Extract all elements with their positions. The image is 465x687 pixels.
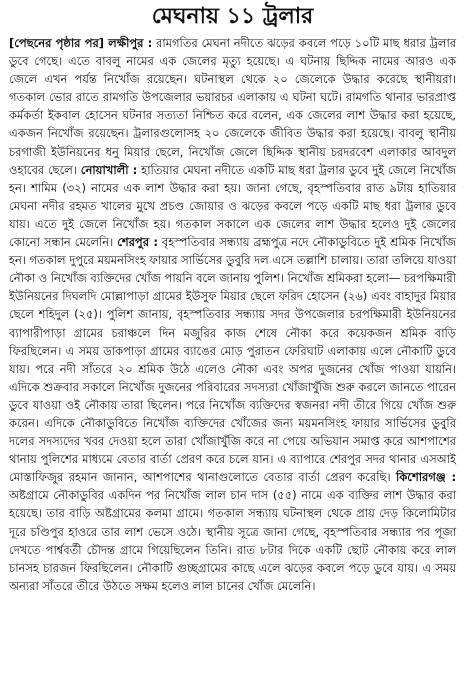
dateline-kishoreganj: কিশোরগঞ্জ : [395, 470, 456, 485]
dateline-lakshmipur: [পেছনের পৃষ্ঠার পর] লক্ষীপুর : [9, 36, 153, 50]
dateline-noakhali: নোয়াখালী : [80, 162, 138, 177]
paragraph-sherpur: বৃহস্পতিবার সন্ধ্যায় ব্রহ্মপুত্র নদে নৌকাডুবিতে দুই শ্রমিক নিখোঁজ হন। গতকাল দুপুরে ময়মনসিংহ ফায়ার সার্ভিসের ডুবুরি দল এসে তল্লাশি চালায়। তারা তলিয়ে যাওয়া নৌকা ও নিখোঁজ ব্যক্তিদের খোঁজ পায়নি বলে জানায় পুলিশ। নিখোঁজ শ্রমিকরা হলো— চরপক্ষিমারী ইউনিয়নের দিঘলদি মোল্লাপাড়া গ্রামের ইউসুফ মিয়ার ছেলে ফরিদ হোসেন (২৬) এবং বাহাদুর মিয়ার ছেলে শহিদুল (২৫)। পুলিশ জানায়, বৃহস্পতিবার সন্ধ্যায় সদর উপজেলার চরপক্ষিমারী ইউনিয়নের ব্যাপারীপাড়া গ্রামের চরাঞ্চলে দিন মজুরির কাজ শেষে নৌকা করে কয়েকজন শ্রমিক বাড়ি ফিরছিলেন। এ সময় ডাকপাড়া গ্রামের ব্যাঙের মোড় পুরাতন ফেরিঘাট এলাকায় এলে নৌকাটি ডুবে যায়। পরে নদী সাঁতরে ২০ শ্রমিক উঠে এলেও নৌকা এবং অপর দুজনের খোঁজ পাওয়া যায়নি। এদিকে শুক্রবার সকালে নিখোঁজ দুজনের পরিবারের সদস্যরা খোঁজাখুঁজি শুরু করলে জানতে পারেন ডুবে যাওয়া ওই নৌকায় তারা ছিলেন। পরে নিখোঁজ ব্যক্তিদের স্বজনরা নদী তীরে গিয়ে খোঁজ শুরু করেন। এদিকে নৌকাডুবিতে নিখোঁজ ব্যক্তিদের খোঁজের জন্য ময়মনসিংহ ফায়ার সার্ভিসের ডুবুরি দলের সদস্যদের খবর দেওয়া হলে তারা খোঁজাখুঁজি করে না পেয়ে অভিযান সমাপ্ত করে আশপাশের থানায় পুলিশের মাধ্যমে বেতার বার্তা প্রেরণ করে চলে যান। এ ব্যাপারে শেরপুর সদর থানার এসআই মোস্তাফিজুর রহমান জানান, আশপাশের থানাগুলোতে বেতার বার্তা প্রেরণ করেছি। [9, 235, 456, 485]
paragraph-kishoreganj: অষ্টগ্রামে নৌকাডুবির একদিন পর নিখোঁজ লাল চান দাস (৫৫) নামে এক ব্যক্তির লাশ উদ্ধার করা হয়েছে। তার বাড়ি অষ্টগ্রামের কলমা গ্রামে। গতকাল সন্ধ্যায় ঘটনাস্থল থেকে প্রায় দেড় কিলোমিটার দূরে চণ্ডিপুর হাওরে তার লাশ ভেসে ওঠে। স্থানীয় সূত্রে জানা গেছে, বৃহস্পতিবার সন্ধ্যার পর পূজা দেখতে পার্শ্ববর্তী চৌদন্ত গ্রামে গিয়েছিলেন তিনি। রাত ৮টার দিকে একটি ছোট নৌকায় করে লাল চানসহ চারজন ফিরছিলেন। নৌকাটি গুচ্ছগ্রামের কাছে এলে ঝড়ের কবলে পড়ে ডুবে যায়। এ সময় অন্যরা সাঁতরে তীরে উঠতে সক্ষম হলেও লাল চানের খোঁজ মেলেনি। [9, 488, 456, 593]
dateline-sherpur: শেরপুর : [117, 235, 158, 250]
article-headline: মেঘনায় ১১ ট্রলার [151, 4, 314, 29]
paragraph-noakhali: হাতিয়ার মেঘনা নদীতে একটি মাছ ধরা ট্রলার ডুবে দুই জেলে নিখোঁজ হন। শামিম (৩২) নামের এক লাশ উদ্ধার করা হয়। জানা গেছে, বৃহস্পতিবার রাত ৯টায় হাতিয়ার মেঘনা নদীর রহমত খালের মুখে প্রচণ্ড জোয়ার ও ঝড়ের কবলে পড়ে একটি মাছ ধরা ট্রলার ডুবে যায়। এতে দুই জেলে নিখোঁজ হয়। গতকাল সকালে এক জেলের লাশ উদ্ধার হলেও দুই জেলের কোনো সন্ধান মেলেনি। [9, 162, 456, 250]
paragraph-lakshmipur: রামগতির মেঘনা নদীতে ঝড়ের কবলে পড়ে ১০টি মাছ ধরার ট্রলার ডুবে গেছে। এতে বাবলু নামের এক জেলের মৃত্যু হয়েছে। এ ঘটনায় ছিদ্দিক নামের আরও এক জেলে এখন পর্যন্ত নিখোঁজ রয়েছেন। ঘটনাস্থল থেকে ২০ জেলেকে উদ্ধার করেছে স্থানীয়রা। গতকাল ভোর রাতে রামগতি উপজেলার ভয়ারচর এলাকায় এ ঘটনা ঘটে। রামগতি থানার ভারপ্রাপ্ত কর্মকর্তা ইকবাল হোসেন ঘটনার সত্যতা নিশ্চিত করে বলেন, এক জেলের লাশ উদ্ধার করা হয়েছে, একজন নিখোঁজ রয়েছেন। ট্রলারগুলোসহ ২০ জেলেকে জীবিত উদ্ধার করা হয়েছে। বাবলু স্থানীয় চরগাজী ইউনিয়নের ধনু মিয়ার ছেলে, নিখোঁজ জেলে ছিদ্দিক স্থানীয় চরদরবেশ এলাকার আবদুল ওহাবের ছেলে। [9, 36, 456, 177]
article-body [9, 34, 456, 595]
